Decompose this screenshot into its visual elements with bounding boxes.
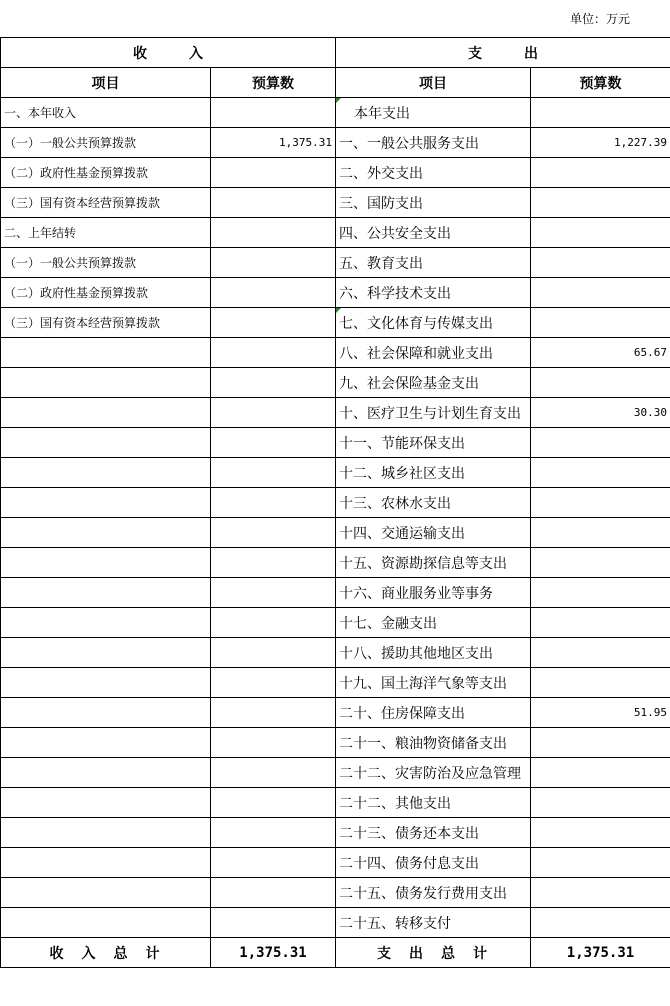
- income-item-cell: [1, 518, 211, 548]
- table-row: [1, 638, 670, 668]
- expense-item-cell: 五、教育支出: [336, 248, 531, 278]
- income-value-cell: [211, 488, 336, 518]
- expense-value-cell: [531, 728, 670, 758]
- table-row: [1, 818, 670, 848]
- expense-item-cell: 二十四、债务付息支出: [336, 848, 531, 878]
- table-row: [1, 458, 670, 488]
- expense-value-cell: [531, 608, 670, 638]
- expense-value-cell: [531, 548, 670, 578]
- expense-value-cell: [531, 458, 670, 488]
- table-row: [1, 368, 670, 398]
- income-value-cell: [211, 338, 336, 368]
- expense-value-cell: 65.67: [531, 338, 670, 368]
- expense-item-cell: 十、医疗卫生与计划生育支出: [336, 398, 531, 428]
- income-value-cell: [211, 368, 336, 398]
- income-item-cell: [1, 578, 211, 608]
- income-value-cell: [211, 458, 336, 488]
- income-item-cell: [1, 758, 211, 788]
- expense-value-cell: 30.30: [531, 398, 670, 428]
- income-value-cell: [211, 848, 336, 878]
- table-row: [1, 128, 670, 158]
- expense-value-cell: [531, 278, 670, 308]
- table-row: [1, 548, 670, 578]
- table-row: [1, 248, 670, 278]
- income-value-cell: [211, 278, 336, 308]
- income-value-cell: [211, 398, 336, 428]
- income-value-cell: [211, 188, 336, 218]
- income-item-cell: [1, 638, 211, 668]
- income-value-cell: [211, 728, 336, 758]
- expense-item-cell: 十三、农林水支出: [336, 488, 531, 518]
- income-item-cell: [1, 488, 211, 518]
- expense-section-header: 支 出: [336, 38, 670, 68]
- expense-value-cell: [531, 488, 670, 518]
- expense-item-header: 项目: [336, 68, 531, 98]
- income-value-cell: [211, 428, 336, 458]
- expense-item-cell: 四、公共安全支出: [336, 218, 531, 248]
- income-item-cell: [1, 428, 211, 458]
- income-item-cell: [1, 878, 211, 908]
- income-item-cell: [1, 848, 211, 878]
- expense-total-value: 1,375.31: [531, 938, 670, 968]
- expense-value-cell: 51.95: [531, 698, 670, 728]
- expense-item-cell: 一、一般公共服务支出: [336, 128, 531, 158]
- expense-item-cell: 二十三、债务还本支出: [336, 818, 531, 848]
- income-section-header: 收 入: [1, 38, 336, 68]
- income-item-cell: （一）一般公共预算拨款: [1, 128, 211, 158]
- table-row: [1, 428, 670, 458]
- expense-item-cell: 十九、国土海洋气象等支出: [336, 668, 531, 698]
- expense-value-cell: [531, 428, 670, 458]
- income-value-cell: [211, 218, 336, 248]
- table-row: [1, 518, 670, 548]
- expense-value-cell: [531, 668, 670, 698]
- expense-item-cell: 十六、商业服务业等事务: [336, 578, 531, 608]
- income-value-cell: [211, 578, 336, 608]
- table-body: [1, 98, 670, 938]
- table-row: [1, 578, 670, 608]
- income-item-cell: [1, 608, 211, 638]
- expense-value-cell: [531, 578, 670, 608]
- table-row: [1, 278, 670, 308]
- income-item-header: 项目: [1, 68, 211, 98]
- table-row: [1, 758, 670, 788]
- expense-value-cell: 1,227.39: [531, 128, 670, 158]
- expense-item-cell: 二十、住房保障支出: [336, 698, 531, 728]
- income-value-cell: [211, 818, 336, 848]
- expense-item-cell: 二十二、其他支出: [336, 788, 531, 818]
- income-item-cell: [1, 788, 211, 818]
- table-row: [1, 608, 670, 638]
- expense-value-cell: [531, 848, 670, 878]
- income-value-cell: [211, 518, 336, 548]
- expense-item-cell: 十一、节能环保支出: [336, 428, 531, 458]
- income-value-cell: [211, 248, 336, 278]
- income-value-cell: [211, 608, 336, 638]
- expense-value-cell: [531, 908, 670, 938]
- table-row: [1, 338, 670, 368]
- income-item-cell: 一、本年收入: [1, 98, 211, 128]
- expense-item-cell: 十七、金融支出: [336, 608, 531, 638]
- income-item-cell: （二）政府性基金预算拨款: [1, 278, 211, 308]
- expense-value-cell: [531, 218, 670, 248]
- expense-value-cell: [531, 818, 670, 848]
- income-item-cell: [1, 728, 211, 758]
- income-value-cell: [211, 308, 336, 338]
- expense-value-cell: [531, 158, 670, 188]
- expense-value-cell: [531, 188, 670, 218]
- income-value-cell: 1,375.31: [211, 128, 336, 158]
- expense-item-cell: 八、社会保障和就业支出: [336, 338, 531, 368]
- income-item-cell: （三）国有资本经营预算拨款: [1, 188, 211, 218]
- table-row: [1, 848, 670, 878]
- expense-item-cell: 六、科学技术支出: [336, 278, 531, 308]
- expense-value-cell: [531, 878, 670, 908]
- income-value-cell: [211, 698, 336, 728]
- expense-value-cell: [531, 788, 670, 818]
- budget-table: [0, 37, 670, 968]
- income-item-cell: （二）政府性基金预算拨款: [1, 158, 211, 188]
- expense-item-cell: 本年支出: [336, 98, 531, 128]
- expense-item-cell: 十二、城乡社区支出: [336, 458, 531, 488]
- table-row: [1, 728, 670, 758]
- expense-item-cell: 十四、交通运输支出: [336, 518, 531, 548]
- table-row: [1, 488, 670, 518]
- expense-value-cell: [531, 308, 670, 338]
- table-row: [1, 668, 670, 698]
- income-value-cell: [211, 908, 336, 938]
- table-row: [1, 698, 670, 728]
- table-row: [1, 878, 670, 908]
- expense-item-cell: 二十五、债务发行费用支出: [336, 878, 531, 908]
- income-value-cell: [211, 788, 336, 818]
- income-item-cell: [1, 668, 211, 698]
- income-value-cell: [211, 158, 336, 188]
- column-header-row: [1, 68, 670, 98]
- income-item-cell: [1, 458, 211, 488]
- expense-value-cell: [531, 368, 670, 398]
- expense-item-cell: 三、国防支出: [336, 188, 531, 218]
- income-budget-header: 预算数: [211, 68, 336, 98]
- expense-value-cell: [531, 98, 670, 128]
- income-item-cell: 二、上年结转: [1, 218, 211, 248]
- table-row: [1, 908, 670, 938]
- income-item-cell: [1, 368, 211, 398]
- income-item-cell: （三）国有资本经营预算拨款: [1, 308, 211, 338]
- income-item-cell: [1, 908, 211, 938]
- totals-row: [1, 938, 670, 968]
- expense-item-cell: 二、外交支出: [336, 158, 531, 188]
- expense-item-cell: 十八、援助其他地区支出: [336, 638, 531, 668]
- income-item-cell: [1, 338, 211, 368]
- income-item-cell: （一）一般公共预算拨款: [1, 248, 211, 278]
- income-total-label: 收 入 总 计: [1, 938, 211, 968]
- expense-value-cell: [531, 248, 670, 278]
- income-value-cell: [211, 878, 336, 908]
- expense-item-cell: 十五、资源勘探信息等支出: [336, 548, 531, 578]
- expense-value-cell: [531, 518, 670, 548]
- income-total-value: 1,375.31: [211, 938, 336, 968]
- expense-budget-header: 预算数: [531, 68, 670, 98]
- income-value-cell: [211, 638, 336, 668]
- table-row: [1, 308, 670, 338]
- table-row: [1, 98, 670, 128]
- expense-item-cell: 九、社会保险基金支出: [336, 368, 531, 398]
- table-row: [1, 188, 670, 218]
- expense-item-cell: 二十五、转移支付: [336, 908, 531, 938]
- income-value-cell: [211, 548, 336, 578]
- expense-item-cell: 二十一、粮油物资储备支出: [336, 728, 531, 758]
- income-item-cell: [1, 698, 211, 728]
- expense-value-cell: [531, 638, 670, 668]
- table-row: [1, 158, 670, 188]
- income-value-cell: [211, 758, 336, 788]
- income-item-cell: [1, 398, 211, 428]
- expense-item-cell: 七、文化体育与传媒支出: [336, 308, 531, 338]
- section-header-row: [1, 38, 670, 68]
- table-row: [1, 398, 670, 428]
- table-row: [1, 218, 670, 248]
- expense-value-cell: [531, 758, 670, 788]
- income-item-cell: [1, 818, 211, 848]
- table-row: [1, 788, 670, 818]
- income-item-cell: [1, 548, 211, 578]
- income-value-cell: [211, 668, 336, 698]
- unit-label: 单位：万元: [569, 12, 630, 26]
- income-value-cell: [211, 98, 336, 128]
- expense-total-label: 支 出 总 计: [336, 938, 531, 968]
- expense-item-cell: 二十二、灾害防治及应急管理: [336, 758, 531, 788]
